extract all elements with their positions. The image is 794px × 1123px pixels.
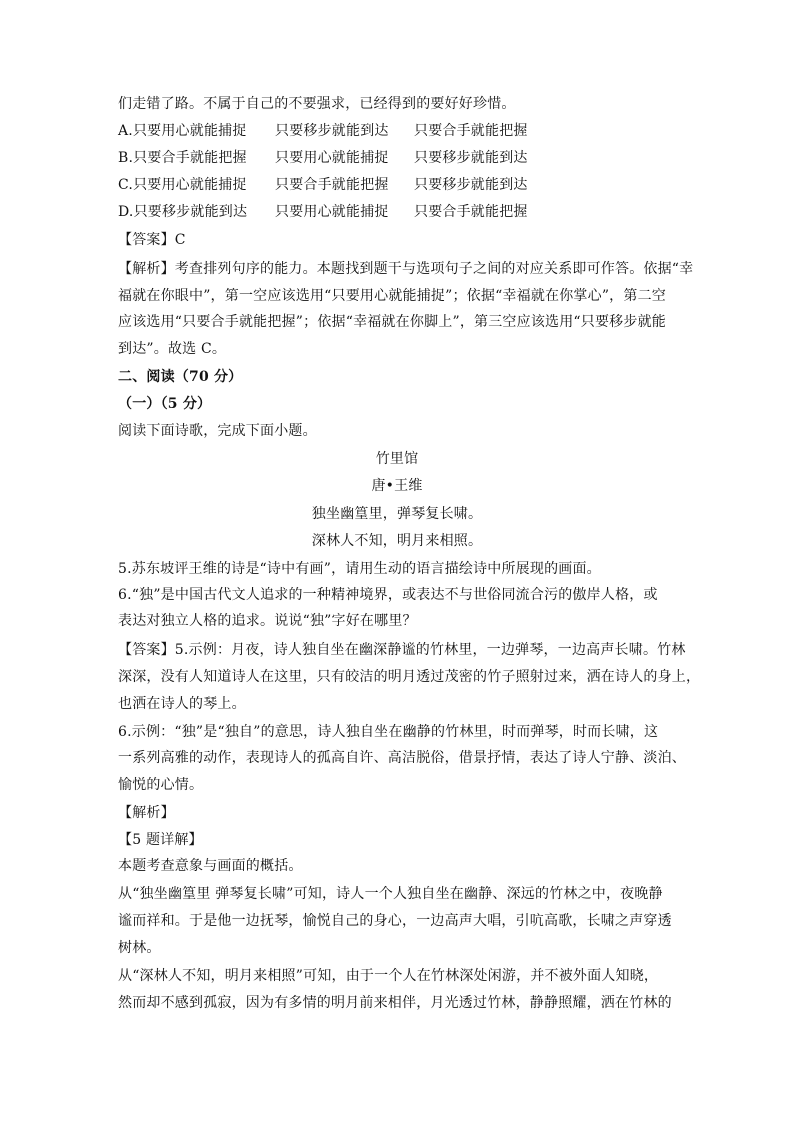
option-d-3: 只要合手就能把握 (414, 204, 528, 220)
poem-line-1: 独坐幽篁里，弹琴复长啸。 (311, 506, 483, 522)
analysis-1-line-2: 福就在你眼中”，第一空应该选用“只要用心就能捕捉”；依据“幸福就在你掌心”，第二空 (118, 288, 666, 304)
option-b-2: 只要用心就能捕捉 (275, 150, 389, 166)
analysis-1-line-4: 到达”。故选 C。 (118, 341, 227, 357)
intro-line: 们走错了路。不属于自己的不要强求，已经得到的要好好珍惜。 (118, 96, 516, 112)
option-c-3: 只要移步就能到达 (414, 177, 528, 193)
question-6-line-2: 表达对独立人格的追求。说说“独”字好在哪里？ (118, 613, 417, 629)
option-d (118, 202, 688, 222)
answer-2-line-1: 【答案】5.示例：月夜，诗人独自坐在幽深静谧的竹林里，一边弹琴，一边高声长啸。竹林 (118, 642, 686, 658)
analysis-1-line-1: 【解析】考查排列句序的能力。本题找到题干与选项句子之间的对应关系即可作答。依据“幸 (118, 261, 694, 277)
question-6-line-1: 6.“独”是中国古代文人追求的一种精神境界，或表达不与世俗同流合污的傲岸人格，或 (118, 587, 658, 603)
detail-p1-line-1: 从“独坐幽篁里 弹琴复长啸”可知，诗人一个人独自坐在幽静、深远的竹林之中，夜晚静 (118, 886, 663, 902)
option-c (118, 175, 688, 195)
detail-label: 【5 题详解】 (118, 832, 203, 848)
option-a (118, 121, 688, 141)
detail-intro: 本题考查意象与画面的概括。 (118, 858, 303, 874)
option-a-3: 只要合手就能把握 (414, 123, 528, 139)
option-c-2: 只要合手就能把握 (275, 177, 389, 193)
answer-1: 【答案】C (118, 232, 186, 248)
answer-6-line-1: 6.示例：“独”是“独自”的意思，诗人独自坐在幽静的竹林里，时而弹琴，时而长啸，这 (118, 724, 659, 740)
question-5: 5.苏东坡评王维的诗是“诗中有画”，请用生动的语言描绘诗中所展现的画面。 (118, 561, 601, 577)
analysis-1-line-3: 应该选用“只要合手就能把握”；依据“幸福就在你脚上”，第三空应该选用“只要移步就能 (118, 314, 666, 330)
poem-title: 竹里馆 (375, 451, 419, 467)
answer-6-line-3: 愉悦的心情。 (118, 777, 204, 793)
option-d-2: 只要用心就能捕捉 (275, 204, 389, 220)
detail-p2-line-1: 从“深林人不知，明月来相照”可知，由于一个人在竹林深处闲游，并不被外面人知晓， (118, 968, 659, 984)
detail-p2-line-2: 然而却不感到孤寂，因为有多情的明月前来相伴，月光透过竹林，静静照耀，洒在竹林的 (118, 995, 672, 1011)
poem-line-2: 深林人不知，明月来相照。 (311, 533, 483, 549)
answer-2-line-3: 也洒在诗人的琴上。 (118, 696, 246, 712)
poem-author: 唐•王维 (371, 478, 423, 494)
option-b (118, 148, 688, 168)
option-d-1: D.只要移步就能到达 (118, 204, 248, 220)
answer-6-line-2: 一系列高雅的动作，表现诗人的孤高自许、高洁脱俗，借景抒情，表达了诗人宁静、淡泊、 (118, 750, 686, 766)
detail-p1-line-3: 树林。 (118, 940, 161, 956)
option-a-1: A.只要用心就能捕捉 (118, 123, 247, 139)
instruction: 阅读下面诗歌，完成下面小题。 (118, 423, 317, 439)
option-a-2: 只要移步就能到达 (275, 123, 389, 139)
answer-2-line-2: 深深，没有人知道诗人在这里，只有皎洁的明月透过茂密的竹子照射过来，洒在诗人的身上， (118, 669, 701, 685)
option-b-1: B.只要合手就能把握 (118, 150, 247, 166)
analysis-label: 【解析】 (118, 805, 175, 821)
option-b-3: 只要移步就能到达 (414, 150, 528, 166)
sub-title: （一）（5 分） (118, 396, 212, 412)
option-c-1: C.只要用心就能捕捉 (118, 177, 247, 193)
section-title: 二、阅读（70 分） (118, 369, 243, 385)
detail-p1-line-2: 谧而祥和。于是他一边抚琴，愉悦自己的身心，一边高声大唱，引吭高歌，长啸之声穿透 (118, 913, 672, 929)
